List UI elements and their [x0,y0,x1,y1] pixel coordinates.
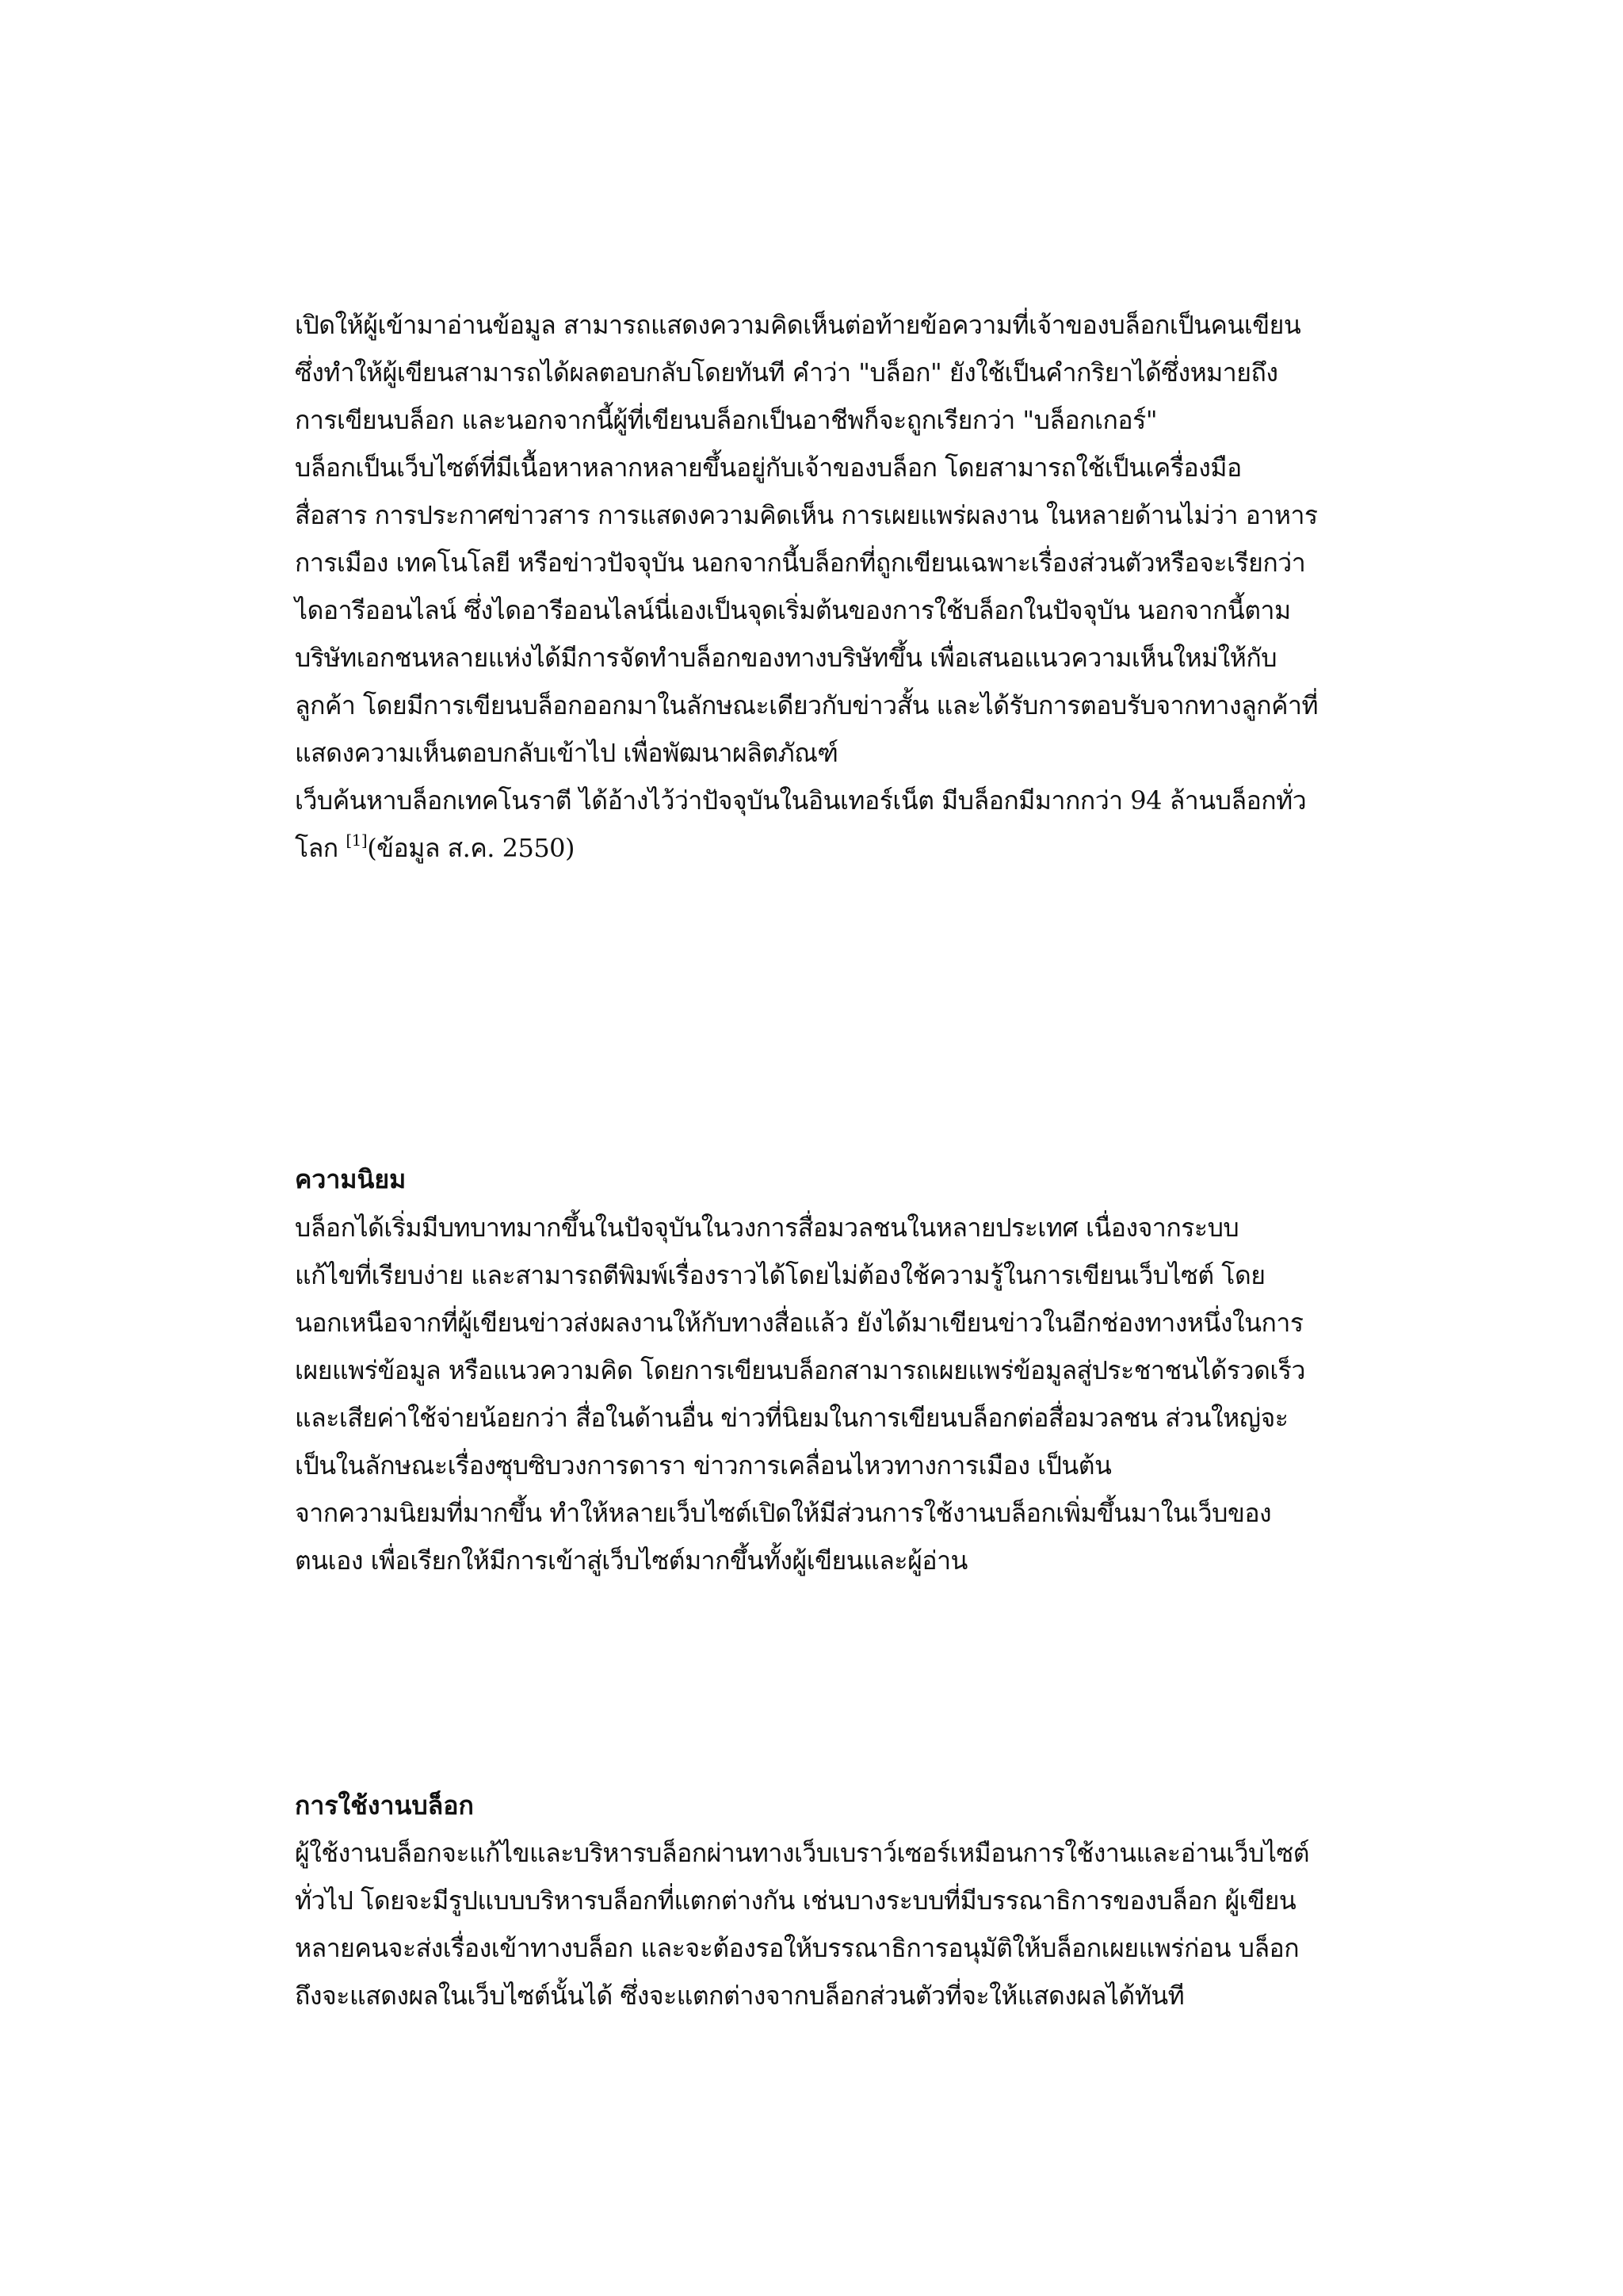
usage-section [295,1829,1436,2019]
paragraph-line: เว็บค้นหาบล็อกเทคโนราตี ได้อ้างไว้ว่าปัจจุบันในอินเทอร์เน็ต มีบล็อกมีมากกว่า 94 ล้านบล็อกทั่ว [295,785,1307,816]
paragraph-line: หลายคนจะส่งเรื่องเข้าทางบล็อก และจะต้องรอให้บรรณาธิการอนุมัติให้บล็อกเผยแพร่ก่อน บล็อก [295,1933,1300,1963]
last-line-prefix: โลก [295,833,346,863]
paragraph-line: และเสียค่าใช้จ่ายน้อยกว่า สื่อในด้านอื่น ข่าวที่นิยมในการเขียนบล็อกต่อสื่อมวลชน ส่วนใหญ่จะ [295,1403,1289,1433]
section-heading-popularity: ความนิยม [295,1164,407,1194]
paragraph-line: แก้ไขที่เรียบง่าย และสามารถตีพิมพ์เรื่องราวได้โดยไม่ต้องใช้ความรู้ในการเขียนเว็บไซต์ โดย [295,1260,1266,1290]
paragraph-line: เปิดให้ผู้เข้ามาอ่านข้อมูล สามารถแสดงความคิดเห็นต่อท้ายข้อความที่เจ้าของบล็อกเป็นคนเขียน [295,310,1301,340]
section-heading-usage: การใช้งานบล็อก [295,1790,474,1820]
paragraph-line: ถึงจะแสดงผลในเว็บไซต์นั้นได้ ซึ่งจะแตกต่างจากบล็อกส่วนตัวที่จะให้แสดงผลได้ทันที [295,1981,1185,2011]
usage-heading-block [295,1782,1436,1829]
paragraph-line: บล็อกได้เริ่มมีบทบาทมากขึ้นในปัจจุบันในวงการสื่อมวลชนในหลายประเทศ เนื่องจากระบบ [295,1213,1239,1243]
paragraph-line: ซึ่งทำให้ผู้เขียนสามารถได้ผลตอบกลับโดยทันที คำว่า "บล็อก" ยังใช้เป็นคำกริยาได้ซึ่งหมายถึง [295,357,1278,388]
intro-section [295,301,1436,872]
paragraph-line: เป็นในลักษณะเรื่องซุบซิบวงการดารา ข่าวการเคลื่อนไหวทางการเมือง เป็นต้น [295,1450,1112,1480]
paragraph-line: การเมือง เทคโนโลยี หรือข่าวปัจจุบัน นอกจากนี้บล็อกที่ถูกเขียนเฉพาะเรื่องส่วนตัวหรือจะเรียกว่า [295,548,1306,578]
paragraph-line: แสดงความเห็นตอบกลับเข้าไป เพื่อพัฒนาผลิตภัณฑ์ [295,738,838,768]
paragraph-line: ลูกค้า โดยมีการเขียนบล็อกออกมาในลักษณะเดียวกับข่าวสั้น และได้รับการตอบรับจากทางลูกค้าที่ [295,690,1319,720]
paragraph-line: บล็อกเป็นเว็บไซต์ที่มีเนื้อหาหลากหลายขึ้นอยู่กับเจ้าของบล็อก โดยสามารถใช้เป็นเครื่องมือ [295,453,1242,483]
paragraph-line: จากความนิยมที่มากขึ้น ทำให้หลายเว็บไซต์เปิดให้มีส่วนการใช้งานบล็อกเพิ่มขึ้นมาในเว็บของ [295,1498,1272,1528]
paragraph-line: ตนเอง เพื่อเรียกให้มีการเข้าสู่เว็บไซต์มากขึ้นทั้งผู้เขียนและผู้อ่าน [295,1545,968,1576]
paragraph-line: ไดอารีออนไลน์ ซึ่งไดอารีออนไลน์นี่เองเป็นจุดเริ่มต้นของการใช้บล็อกในปัจจุบัน นอกจากนี้ตาม [295,595,1291,625]
paragraph-line: ทั่วไป โดยจะมีรูปแบบบริหารบล็อกที่แตกต่างกัน เช่นบางระบบที่มีบรรณาธิการของบล็อก ผู้เขียน [295,1885,1296,1916]
paragraph-line: บริษัทเอกชนหลายแห่งได้มีการจัดทำบล็อกของทางบริษัทขึ้น เพื่อเสนอแนวความเห็นใหม่ให้กับ [295,643,1277,673]
paragraph-line: การเขียนบล็อก และนอกจากนี้ผู้ที่เขียนบล็อกเป็นอาชีพก็จะถูกเรียกว่า "บล็อกเกอร์" [295,405,1158,435]
footnote-reference[interactable]: [1] [346,831,368,850]
paragraph-line: ผู้ใช้งานบล็อกจะแก้ไขและบริหารบล็อกผ่านทางเว็บเบราว์เซอร์เหมือนการใช้งานและอ่านเว็บไซต์ [295,1838,1309,1868]
popularity-section [295,1204,1436,1584]
paragraph-line: เผยแพร่ข้อมูล หรือแนวความคิด โดยการเขียนบล็อกสามารถเผยแพร่ข้อมูลสู่ประชาชนได้รวดเร็ว [295,1355,1305,1385]
popularity-heading-block [295,1156,1436,1203]
paragraph-line: นอกเหนือจากที่ผู้เขียนข่าวส่งผลงานให้กับทางสื่อแล้ว ยังได้มาเขียนข่าวในอีกช่องทางหนึ่งในการ [295,1308,1304,1338]
paragraph-line-last [295,824,1436,872]
last-line-suffix: (ข้อมูล ส.ค. 2550) [367,833,575,863]
paragraph-line: สื่อสาร การประกาศข่าวสาร การแสดงความคิดเห็น การเผยแพร่ผลงาน ในหลายด้านไม่ว่า อาหาร [295,500,1318,530]
